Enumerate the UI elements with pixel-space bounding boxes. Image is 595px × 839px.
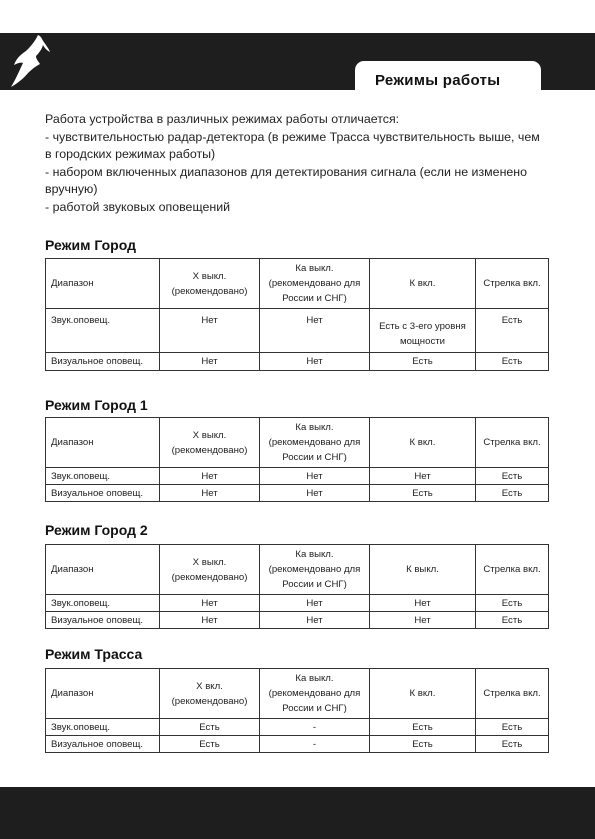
table-cell: Есть: [476, 353, 549, 371]
table-cell: Нет: [260, 485, 370, 502]
intro-line: - набором включенных диапазонов для детектирования сигнала (если не изменено: [45, 164, 528, 179]
table-row: [46, 612, 549, 629]
header-cell: К вкл.: [370, 669, 476, 719]
table-header-row: [46, 259, 549, 309]
header-cell: Стрелка вкл.: [476, 545, 549, 595]
table-row: [46, 309, 549, 353]
intro-line: Работа устройства в различных режимах работы отличается:: [45, 112, 400, 126]
table-cell: Есть: [370, 719, 476, 736]
row-label: Звук.оповещ.: [46, 468, 160, 485]
row-label: Визуальное оповещ.: [46, 353, 160, 371]
table-cell: Есть: [370, 736, 476, 753]
row-label: Звук.оповещ.: [46, 595, 160, 612]
table-cell: Нет: [370, 612, 476, 629]
header-cell: Стрелка вкл.: [476, 418, 549, 468]
table-cell: Нет: [260, 468, 370, 485]
row-label: Звук.оповещ.: [46, 719, 160, 736]
header-cell: Диапазон: [46, 259, 160, 309]
section-title-gorod-1: Режим Город 1: [45, 397, 148, 413]
header-cell: Ка выкл. (рекомендовано для России и СНГ): [260, 669, 370, 719]
table-cell: Есть: [370, 353, 476, 371]
table-row: [46, 595, 549, 612]
intro-line: вручную): [45, 182, 98, 197]
footer-bar: [0, 787, 595, 839]
table-cell: Есть: [476, 736, 549, 753]
table-cell: Нет: [160, 485, 260, 502]
table-gorod: [45, 258, 549, 371]
table-gorod-1: [45, 417, 549, 502]
row-label: Звук.оповещ.: [46, 309, 160, 353]
row-label: Визуальное оповещ.: [46, 485, 160, 502]
header-cell: К вкл.: [370, 418, 476, 468]
intro-line: в городских режимах работы): [45, 147, 216, 162]
table-cell: Нет: [260, 612, 370, 629]
table-cell: Нет: [160, 595, 260, 612]
table-cell: -: [260, 736, 370, 753]
table-cell: Нет: [160, 309, 260, 353]
table-cell: Есть: [476, 612, 549, 629]
intro-line: - работой звуковых оповещений: [45, 199, 231, 214]
header-cell: Ка выкл. (рекомендовано для России и СНГ): [260, 418, 370, 468]
intro-text: [45, 111, 555, 217]
row-label: Визуальное оповещ.: [46, 736, 160, 753]
table-header-row: [46, 669, 549, 719]
table-row: [46, 485, 549, 502]
table-cell: Есть: [476, 309, 549, 353]
table-cell: Есть: [160, 719, 260, 736]
intro-line: - чувствительностью радар-детектора (в режиме Трасса чувствительность выше, чем: [45, 129, 540, 144]
table-cell: Есть: [370, 485, 476, 502]
table-row: [46, 353, 549, 371]
header-cell: Диапазон: [46, 418, 160, 468]
row-label: Визуальное оповещ.: [46, 612, 160, 629]
header-cell: X вкл. (рекомендовано): [160, 669, 260, 719]
table-cell: Нет: [160, 353, 260, 371]
eagle-icon: [8, 33, 52, 90]
table-cell: Нет: [370, 595, 476, 612]
table-header-row: [46, 418, 549, 468]
section-title-gorod: Режим Город: [45, 237, 136, 253]
header-cell: К вкл.: [370, 259, 476, 309]
header-cell: К выкл.: [370, 545, 476, 595]
header-cell: Ка выкл. (рекомендовано для России и СНГ): [260, 545, 370, 595]
header-cell: X выкл. (рекомендовано): [160, 259, 260, 309]
table-cell: Нет: [160, 468, 260, 485]
table-cell: Есть: [476, 595, 549, 612]
table-gorod-2: [45, 544, 549, 629]
header-cell: Стрелка вкл.: [476, 259, 549, 309]
table-row: [46, 468, 549, 485]
header-cell: Диапазон: [46, 669, 160, 719]
table-trassa: [45, 668, 549, 753]
table-cell: Нет: [260, 309, 370, 353]
table-cell: Нет: [260, 353, 370, 371]
page-title: Режимы работы: [375, 72, 501, 89]
table-cell: Нет: [370, 468, 476, 485]
header-cell: Ка выкл. (рекомендовано для России и СНГ): [260, 259, 370, 309]
table-cell: Нет: [160, 612, 260, 629]
header-cell: X выкл. (рекомендовано): [160, 418, 260, 468]
table-cell: Есть: [476, 468, 549, 485]
table-header-row: [46, 545, 549, 595]
table-cell: Есть: [160, 736, 260, 753]
table-row: [46, 719, 549, 736]
section-title-gorod-2: Режим Город 2: [45, 522, 148, 538]
header-cell: Диапазон: [46, 545, 160, 595]
table-row: [46, 736, 549, 753]
section-title-trassa: Режим Трасса: [45, 646, 143, 662]
table-cell: Нет: [260, 595, 370, 612]
table-cell: Есть с 3-его уровня мощности: [370, 309, 476, 353]
table-cell: Есть: [476, 485, 549, 502]
header-cell: X выкл. (рекомендовано): [160, 545, 260, 595]
header-cell: Стрелка вкл.: [476, 669, 549, 719]
table-cell: -: [260, 719, 370, 736]
table-cell: Есть: [476, 719, 549, 736]
